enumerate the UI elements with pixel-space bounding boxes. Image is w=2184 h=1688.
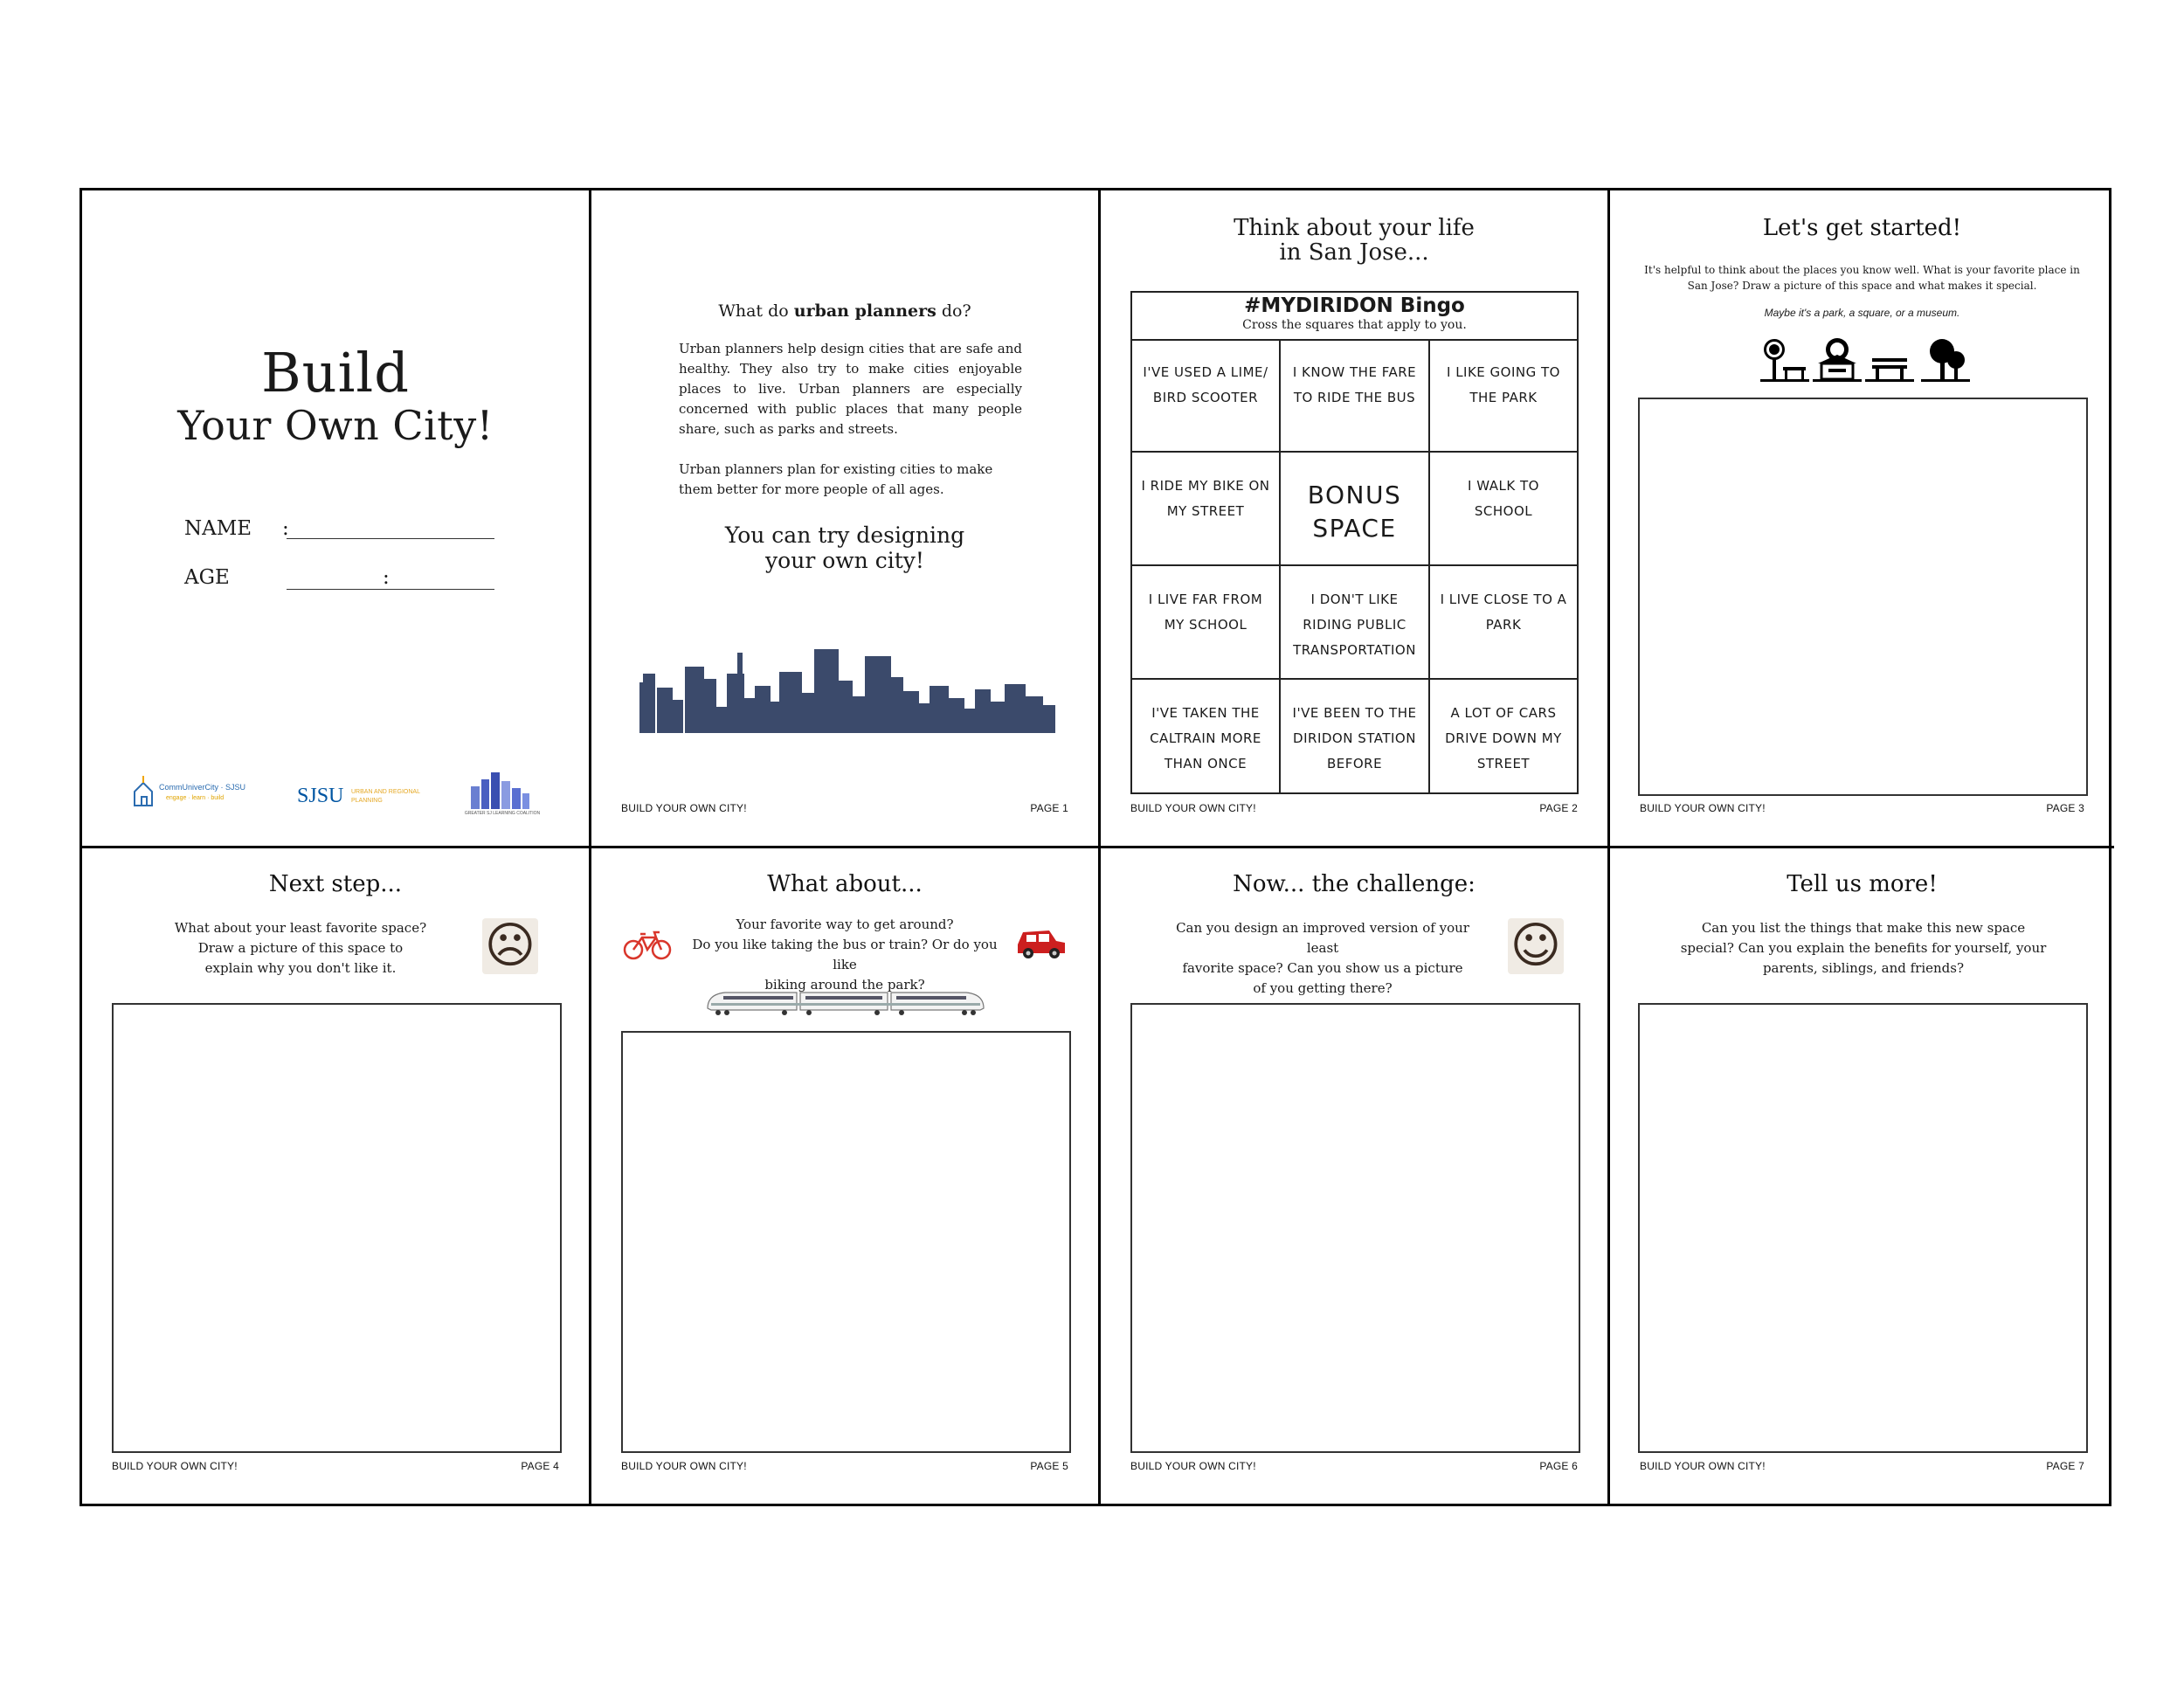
page4-drawing-area[interactable] bbox=[112, 1003, 562, 1453]
page1-callout-line1: You can try designing bbox=[724, 522, 965, 548]
page7-text-line2: special? Can you explain the benefits for yourself, your bbox=[1680, 940, 2047, 956]
car-icon bbox=[1014, 925, 1068, 960]
page6-footer-title: BUILD YOUR OWN CITY! bbox=[1130, 1460, 1256, 1472]
communivercity-logo-sub: engage · learn · build bbox=[166, 795, 225, 801]
page1-heading bbox=[591, 301, 1098, 321]
page2-panel bbox=[1101, 190, 1610, 848]
bingo-cell[interactable]: I DON'T LIKE RIDING PUBLIC TRANSPORTATION bbox=[1281, 566, 1430, 680]
page1-page-number: PAGE 1 bbox=[1030, 802, 1068, 814]
name-label: NAME bbox=[184, 517, 252, 540]
page2-footer-title: BUILD YOUR OWN CITY! bbox=[1130, 802, 1256, 814]
city-skyline-icon bbox=[639, 647, 1055, 733]
page3-title: Let's get started! bbox=[1762, 215, 1962, 241]
page6-text-line2: favorite space? Can you show us a picture bbox=[1182, 960, 1463, 976]
page1-paragraph2: Urban planners plan for existing cities to make them better for more people of all ages. bbox=[679, 461, 993, 497]
park-icons bbox=[1760, 337, 1970, 383]
page2-title-line2: in San Jose... bbox=[1279, 239, 1429, 266]
page3-footer-title: BUILD YOUR OWN CITY! bbox=[1640, 802, 1766, 814]
city-towers-icon bbox=[464, 771, 541, 809]
page6-title: Now... the challenge: bbox=[1233, 871, 1476, 897]
page4-text-line1: What about your least favorite space? bbox=[174, 920, 427, 936]
cover-title-line2: Your Own City! bbox=[177, 402, 494, 449]
bingo-subtitle: Cross the squares that apply to you. bbox=[1242, 318, 1467, 332]
tree-bench-icon bbox=[1760, 337, 1809, 383]
page2-page-number: PAGE 2 bbox=[1539, 802, 1578, 814]
page5-text-line3: biking around the park? bbox=[764, 977, 925, 993]
page2-title-line1: Think about your life bbox=[1234, 215, 1475, 241]
page3-page-number: PAGE 3 bbox=[2046, 802, 2084, 814]
bingo-bonus-cell[interactable]: BONUS SPACE bbox=[1281, 453, 1430, 566]
page1-footer-title: BUILD YOUR OWN CITY! bbox=[621, 802, 747, 814]
age-field[interactable] bbox=[287, 589, 494, 590]
page7-text-line1: Can you list the things that make this new space bbox=[1701, 920, 2026, 936]
coalition-logo-sub: GREATER SJ LEARNING COALITION bbox=[464, 811, 541, 816]
sad-face-icon: ☹ bbox=[482, 918, 538, 974]
page5-text-line2: Do you like taking the bus or train? Or do you like bbox=[692, 937, 998, 972]
age-colon: : bbox=[383, 566, 390, 589]
page6-text-line3: of you getting there? bbox=[1253, 980, 1393, 996]
page5-page-number: PAGE 5 bbox=[1030, 1460, 1068, 1472]
train-icon bbox=[706, 986, 985, 1017]
page7-footer-title: BUILD YOUR OWN CITY! bbox=[1640, 1460, 1766, 1472]
page6-drawing-area[interactable] bbox=[1130, 1003, 1580, 1453]
page3-text: It's helpful to think about the places you know well. What is your favorite place in San Jose? Draw a picture of this space and what makes it special. bbox=[1644, 264, 2080, 292]
sjsu-logo-sub: URBAN AND REGIONAL PLANNING bbox=[351, 789, 420, 804]
page5-drawing-area[interactable] bbox=[621, 1031, 1071, 1453]
bingo-cell[interactable]: I KNOW THE FARE TO RIDE THE BUS bbox=[1281, 339, 1430, 453]
page4-panel bbox=[82, 848, 591, 1504]
bingo-header bbox=[1132, 293, 1577, 341]
page4-text-line2: Draw a picture of this space to bbox=[197, 940, 404, 956]
page4-title: Next step... bbox=[268, 871, 403, 897]
page5-text-line1: Your favorite way to get around? bbox=[736, 917, 954, 932]
bingo-cell[interactable]: A LOT OF CARS DRIVE DOWN MY STREET bbox=[1445, 705, 1562, 771]
bingo-cell[interactable]: I RIDE MY BIKE ON MY STREET bbox=[1132, 453, 1281, 566]
page6-text bbox=[1165, 918, 1480, 999]
bicycle-icon bbox=[623, 929, 672, 960]
sjsu-logo bbox=[297, 785, 437, 814]
park-bench-icon bbox=[1865, 337, 1914, 383]
communivercity-logo bbox=[131, 774, 262, 811]
page4-page-number: PAGE 4 bbox=[521, 1460, 559, 1472]
page3-drawing-area[interactable] bbox=[1638, 398, 2088, 796]
page5-footer-title: BUILD YOUR OWN CITY! bbox=[621, 1460, 747, 1472]
page6-text-line1: Can you design an improved version of your least bbox=[1176, 920, 1469, 956]
bingo-card bbox=[1130, 291, 1579, 794]
bingo-cell[interactable]: I LIVE FAR FROM MY SCHOOL bbox=[1132, 566, 1281, 680]
page3-panel bbox=[1610, 190, 2114, 848]
cover-title-line1: Build bbox=[261, 341, 410, 405]
bingo-cell[interactable]: I'VE USED A LIME/ BIRD SCOOTER bbox=[1132, 339, 1281, 453]
page7-drawing-area[interactable] bbox=[1638, 1003, 2088, 1453]
page7-text-line3: parents, siblings, and friends? bbox=[1762, 960, 1965, 976]
name-field[interactable] bbox=[287, 538, 494, 539]
page6-page-number: PAGE 6 bbox=[1539, 1460, 1578, 1472]
page1-heading-pre: What do bbox=[718, 301, 794, 321]
page4-text-line3: explain why you don't like it. bbox=[204, 960, 397, 976]
page3-hint: Maybe it's a park, a square, or a museum. bbox=[1764, 307, 1960, 319]
communivercity-logo-name: CommUniverCity · SJSU bbox=[159, 783, 246, 792]
page7-title: Tell us more! bbox=[1787, 871, 1938, 897]
page5-panel bbox=[591, 848, 1101, 1504]
page1-heading-post: do? bbox=[936, 301, 971, 321]
cover-panel bbox=[82, 190, 591, 848]
page4-footer-title: BUILD YOUR OWN CITY! bbox=[112, 1460, 238, 1472]
page7-page-number: PAGE 7 bbox=[2046, 1460, 2084, 1472]
page1-paragraph1: Urban planners help design cities that are safe and healthy. They also try to make cities enjoyable places to live. Urban planners are especially concerned with public places that many people share, such as parks and streets. bbox=[679, 341, 1022, 437]
page5-title: What about... bbox=[767, 871, 923, 897]
page7-panel bbox=[1610, 848, 2114, 1504]
coalition-logo bbox=[464, 771, 541, 820]
page4-text bbox=[169, 918, 432, 979]
house-logo-icon bbox=[131, 774, 262, 811]
bingo-title: #MYDIRIDON Bingo bbox=[1244, 294, 1465, 317]
page1-callout-line2: your own city! bbox=[765, 548, 924, 573]
bingo-grid bbox=[1132, 339, 1577, 792]
page5-text bbox=[679, 915, 1011, 995]
bingo-cell[interactable]: I LIVE CLOSE TO A PARK bbox=[1430, 566, 1577, 680]
booklet-sheet bbox=[79, 188, 2111, 1506]
page1-heading-bold: urban planners bbox=[793, 301, 936, 321]
bingo-cell[interactable]: I'VE TAKEN THE CALTRAIN MORE THAN ONCE bbox=[1132, 680, 1281, 792]
bingo-cell[interactable]: I LIKE GOING TO THE PARK bbox=[1430, 339, 1577, 453]
smiley-face-icon: ☺ bbox=[1508, 918, 1564, 974]
name-colon: : bbox=[282, 517, 289, 540]
bingo-cell[interactable]: I WALK TO SCHOOL bbox=[1430, 453, 1577, 566]
page6-panel bbox=[1101, 848, 1610, 1504]
age-label: AGE bbox=[184, 566, 230, 589]
page7-text bbox=[1662, 918, 2064, 979]
gazebo-icon bbox=[1813, 337, 1862, 383]
sjsu-logo-name: SJSU bbox=[297, 785, 344, 807]
bingo-cell[interactable]: I'VE BEEN TO THE DIRIDON STATION BEFORE bbox=[1281, 680, 1430, 792]
page1-panel bbox=[591, 190, 1101, 848]
trees-icon bbox=[1921, 337, 1970, 383]
